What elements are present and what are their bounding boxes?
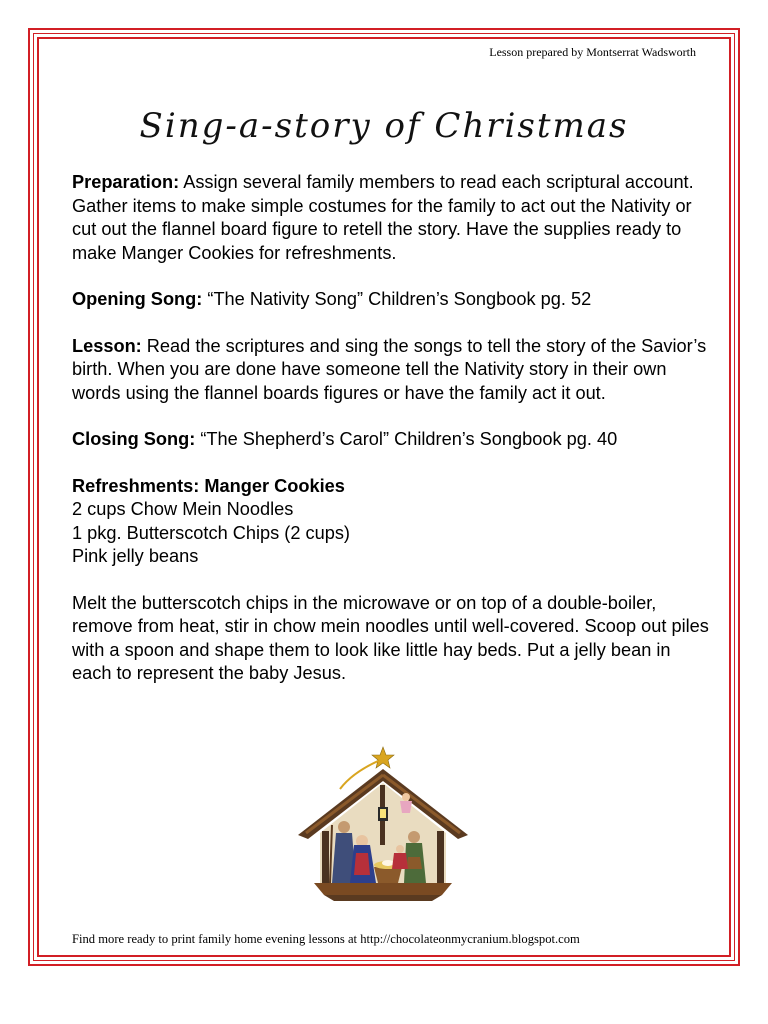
lesson-body bbox=[72, 171, 712, 709]
lesson-text: Read the scriptures and sing the songs to tell the story of the Savior’s birth. When you are done have someone tell the Nativity story in their own words using the flannel boards figures or have the family act it out. bbox=[72, 335, 707, 403]
closing-song-section bbox=[72, 428, 712, 452]
lesson-title: Sing-a-story of Christmas bbox=[139, 106, 629, 146]
opening-song-label: Opening Song: bbox=[72, 289, 203, 309]
preparation-label: Preparation: bbox=[72, 172, 180, 192]
lesson-section bbox=[72, 335, 712, 406]
closing-song-label: Closing Song: bbox=[72, 429, 196, 449]
star-icon bbox=[372, 747, 394, 768]
footer-note: Find more ready to print family home evening lessons at http://chocolateonmycranium.blogspot.com bbox=[72, 932, 580, 946]
preparation-section bbox=[72, 171, 712, 265]
manger bbox=[374, 867, 402, 883]
nativity-scene-illustration bbox=[292, 745, 474, 905]
refreshments-section bbox=[72, 475, 712, 569]
preparation-text: Assign several family members to read each scriptural account. Gather items to make simple costumes for the family to act out the Nativity or cut out the flannel board figure to retell the story. Have the supplies ready to make Manger Cookies for refreshments. bbox=[72, 172, 694, 263]
ingredient-item: Pink jelly beans bbox=[72, 546, 199, 566]
ingredient-item: 2 cups Chow Mein Noodles bbox=[72, 499, 294, 519]
lesson-label: Lesson: bbox=[72, 335, 142, 356]
opening-song-text: “The Nativity Song” Children’s Songbook pg. 52 bbox=[202, 289, 592, 309]
opening-song-section bbox=[72, 288, 712, 312]
ingredient-item: 1 pkg. Butterscotch Chips (2 cups) bbox=[72, 522, 350, 543]
refreshments-label: Refreshments: Manger Cookies bbox=[72, 475, 345, 496]
closing-song-text: “The Shepherd’s Carol” Children’s Songbook pg. 40 bbox=[195, 429, 618, 449]
preparer-credit: Lesson prepared by Montserrat Wadsworth bbox=[489, 45, 696, 59]
recipe-instructions: Melt the butterscotch chips in the microwave or on top of a double-boiler, remove from heat, stir in chow mein noodles until well-covered. Scoop out piles with a spoon and shape them to look like little hay beds. Put a jelly bean in each to represent the baby Jesus. bbox=[72, 592, 709, 683]
